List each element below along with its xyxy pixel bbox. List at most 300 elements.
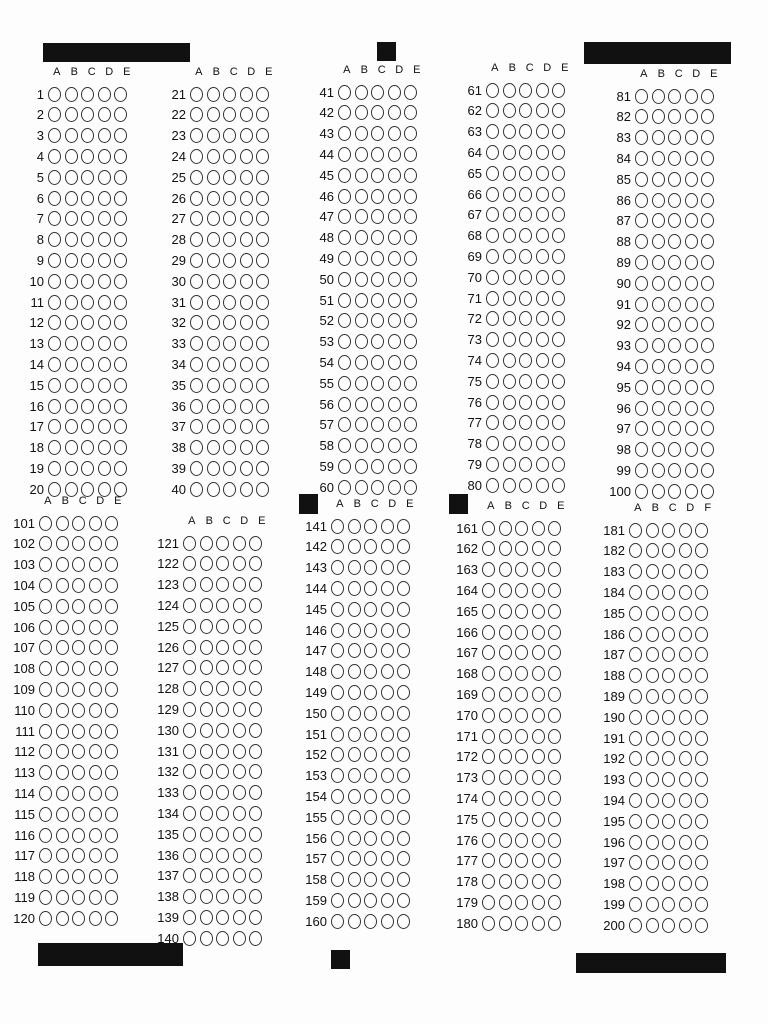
answer-bubble-177-d[interactable] xyxy=(532,853,545,868)
answer-bubble-2-b[interactable] xyxy=(65,107,78,122)
answer-bubble-40-e[interactable] xyxy=(256,482,269,497)
answer-bubble-149-d[interactable] xyxy=(381,685,394,700)
answer-bubble-46-a[interactable] xyxy=(338,189,351,204)
answer-bubble-164-a[interactable] xyxy=(482,583,495,598)
answer-bubble-84-a[interactable] xyxy=(635,151,648,166)
answer-bubble-70-b[interactable] xyxy=(503,270,516,285)
answer-bubble-36-e[interactable] xyxy=(256,399,269,414)
answer-bubble-136-d[interactable] xyxy=(233,848,246,863)
answer-bubble-193-a[interactable] xyxy=(629,772,642,787)
answer-bubble-116-a[interactable] xyxy=(39,828,52,843)
answer-bubble-32-b[interactable] xyxy=(207,315,220,330)
answer-bubble-175-d[interactable] xyxy=(532,812,545,827)
answer-bubble-90-e[interactable] xyxy=(701,276,714,291)
answer-bubble-85-e[interactable] xyxy=(701,172,714,187)
answer-bubble-57-e[interactable] xyxy=(404,417,417,432)
answer-bubble-95-d[interactable] xyxy=(685,380,698,395)
answer-bubble-77-d[interactable] xyxy=(536,415,549,430)
answer-bubble-1-d[interactable] xyxy=(98,87,111,102)
answer-bubble-126-c[interactable] xyxy=(216,640,229,655)
answer-bubble-18-c[interactable] xyxy=(81,440,94,455)
answer-bubble-24-c[interactable] xyxy=(223,149,236,164)
answer-bubble-94-b[interactable] xyxy=(652,359,665,374)
answer-bubble-44-c[interactable] xyxy=(371,147,384,162)
answer-bubble-186-d[interactable] xyxy=(679,627,692,642)
answer-bubble-132-e[interactable] xyxy=(249,764,262,779)
answer-bubble-18-e[interactable] xyxy=(114,440,127,455)
answer-bubble-196-f[interactable] xyxy=(695,835,708,850)
answer-bubble-42-b[interactable] xyxy=(355,105,368,120)
answer-bubble-12-d[interactable] xyxy=(98,315,111,330)
answer-bubble-98-d[interactable] xyxy=(685,442,698,457)
answer-bubble-153-c[interactable] xyxy=(364,768,377,783)
answer-bubble-37-e[interactable] xyxy=(256,419,269,434)
answer-bubble-139-e[interactable] xyxy=(249,910,262,925)
answer-bubble-55-e[interactable] xyxy=(404,376,417,391)
answer-bubble-119-a[interactable] xyxy=(39,890,52,905)
answer-bubble-194-a[interactable] xyxy=(629,793,642,808)
answer-bubble-108-d[interactable] xyxy=(89,661,102,676)
answer-bubble-103-d[interactable] xyxy=(89,557,102,572)
answer-bubble-101-b[interactable] xyxy=(56,516,69,531)
answer-bubble-57-b[interactable] xyxy=(355,417,368,432)
answer-bubble-23-e[interactable] xyxy=(256,128,269,143)
answer-bubble-45-e[interactable] xyxy=(404,168,417,183)
answer-bubble-2-c[interactable] xyxy=(81,107,94,122)
answer-bubble-141-a[interactable] xyxy=(331,519,344,534)
answer-bubble-120-c[interactable] xyxy=(72,911,85,926)
answer-bubble-101-d[interactable] xyxy=(89,516,102,531)
answer-bubble-131-c[interactable] xyxy=(216,744,229,759)
answer-bubble-158-b[interactable] xyxy=(348,872,361,887)
answer-bubble-138-b[interactable] xyxy=(200,889,213,904)
answer-bubble-5-d[interactable] xyxy=(98,170,111,185)
answer-bubble-30-c[interactable] xyxy=(223,274,236,289)
answer-bubble-61-e[interactable] xyxy=(552,83,565,98)
answer-bubble-37-a[interactable] xyxy=(190,419,203,434)
answer-bubble-12-e[interactable] xyxy=(114,315,127,330)
answer-bubble-22-b[interactable] xyxy=(207,107,220,122)
answer-bubble-3-c[interactable] xyxy=(81,128,94,143)
answer-bubble-67-c[interactable] xyxy=(519,207,532,222)
answer-bubble-49-a[interactable] xyxy=(338,251,351,266)
answer-bubble-160-b[interactable] xyxy=(348,914,361,929)
answer-bubble-114-a[interactable] xyxy=(39,786,52,801)
answer-bubble-81-d[interactable] xyxy=(685,89,698,104)
answer-bubble-145-d[interactable] xyxy=(381,602,394,617)
answer-bubble-100-b[interactable] xyxy=(652,484,665,499)
answer-bubble-191-a[interactable] xyxy=(629,731,642,746)
answer-bubble-132-b[interactable] xyxy=(200,764,213,779)
answer-bubble-4-a[interactable] xyxy=(48,149,61,164)
answer-bubble-197-c[interactable] xyxy=(662,855,675,870)
answer-bubble-55-d[interactable] xyxy=(388,376,401,391)
answer-bubble-132-c[interactable] xyxy=(216,764,229,779)
answer-bubble-93-b[interactable] xyxy=(652,338,665,353)
answer-bubble-92-b[interactable] xyxy=(652,317,665,332)
answer-bubble-73-c[interactable] xyxy=(519,332,532,347)
answer-bubble-18-d[interactable] xyxy=(98,440,111,455)
answer-bubble-24-b[interactable] xyxy=(207,149,220,164)
answer-bubble-98-a[interactable] xyxy=(635,442,648,457)
answer-bubble-134-a[interactable] xyxy=(183,806,196,821)
answer-bubble-119-e[interactable] xyxy=(105,890,118,905)
answer-bubble-21-d[interactable] xyxy=(240,87,253,102)
answer-bubble-172-c[interactable] xyxy=(515,749,528,764)
answer-bubble-169-b[interactable] xyxy=(499,687,512,702)
answer-bubble-72-a[interactable] xyxy=(486,311,499,326)
answer-bubble-85-a[interactable] xyxy=(635,172,648,187)
answer-bubble-121-e[interactable] xyxy=(249,536,262,551)
answer-bubble-85-b[interactable] xyxy=(652,172,665,187)
answer-bubble-32-a[interactable] xyxy=(190,315,203,330)
answer-bubble-85-d[interactable] xyxy=(685,172,698,187)
answer-bubble-2-a[interactable] xyxy=(48,107,61,122)
answer-bubble-57-d[interactable] xyxy=(388,417,401,432)
answer-bubble-175-a[interactable] xyxy=(482,812,495,827)
answer-bubble-194-b[interactable] xyxy=(646,793,659,808)
answer-bubble-198-d[interactable] xyxy=(679,876,692,891)
answer-bubble-167-e[interactable] xyxy=(548,645,561,660)
answer-bubble-131-d[interactable] xyxy=(233,744,246,759)
answer-bubble-109-d[interactable] xyxy=(89,682,102,697)
answer-bubble-172-b[interactable] xyxy=(499,749,512,764)
answer-bubble-69-c[interactable] xyxy=(519,249,532,264)
answer-bubble-121-a[interactable] xyxy=(183,536,196,551)
answer-bubble-25-c[interactable] xyxy=(223,170,236,185)
answer-bubble-10-e[interactable] xyxy=(114,274,127,289)
answer-bubble-42-c[interactable] xyxy=(371,105,384,120)
answer-bubble-18-b[interactable] xyxy=(65,440,78,455)
answer-bubble-129-c[interactable] xyxy=(216,702,229,717)
answer-bubble-151-c[interactable] xyxy=(364,727,377,742)
answer-bubble-97-c[interactable] xyxy=(668,421,681,436)
answer-bubble-7-c[interactable] xyxy=(81,211,94,226)
answer-bubble-168-b[interactable] xyxy=(499,666,512,681)
answer-bubble-127-b[interactable] xyxy=(200,660,213,675)
answer-bubble-82-d[interactable] xyxy=(685,109,698,124)
answer-bubble-115-a[interactable] xyxy=(39,807,52,822)
answer-bubble-71-c[interactable] xyxy=(519,291,532,306)
answer-bubble-57-a[interactable] xyxy=(338,417,351,432)
answer-bubble-36-d[interactable] xyxy=(240,399,253,414)
answer-bubble-78-d[interactable] xyxy=(536,436,549,451)
answer-bubble-66-d[interactable] xyxy=(536,187,549,202)
answer-bubble-25-d[interactable] xyxy=(240,170,253,185)
answer-bubble-128-a[interactable] xyxy=(183,681,196,696)
answer-bubble-59-c[interactable] xyxy=(371,459,384,474)
answer-bubble-53-e[interactable] xyxy=(404,334,417,349)
answer-bubble-91-e[interactable] xyxy=(701,297,714,312)
answer-bubble-173-e[interactable] xyxy=(548,770,561,785)
answer-bubble-144-d[interactable] xyxy=(381,581,394,596)
answer-bubble-142-b[interactable] xyxy=(348,539,361,554)
answer-bubble-193-d[interactable] xyxy=(679,772,692,787)
answer-bubble-28-b[interactable] xyxy=(207,232,220,247)
answer-bubble-104-c[interactable] xyxy=(72,578,85,593)
answer-bubble-8-b[interactable] xyxy=(65,232,78,247)
answer-bubble-167-b[interactable] xyxy=(499,645,512,660)
answer-bubble-56-d[interactable] xyxy=(388,397,401,412)
answer-bubble-90-b[interactable] xyxy=(652,276,665,291)
answer-bubble-22-e[interactable] xyxy=(256,107,269,122)
answer-bubble-6-d[interactable] xyxy=(98,191,111,206)
answer-bubble-13-a[interactable] xyxy=(48,336,61,351)
answer-bubble-82-a[interactable] xyxy=(635,109,648,124)
answer-bubble-130-a[interactable] xyxy=(183,723,196,738)
answer-bubble-125-a[interactable] xyxy=(183,619,196,634)
answer-bubble-60-d[interactable] xyxy=(388,480,401,495)
answer-bubble-127-e[interactable] xyxy=(249,660,262,675)
answer-bubble-127-a[interactable] xyxy=(183,660,196,675)
answer-bubble-151-e[interactable] xyxy=(397,727,410,742)
answer-bubble-26-a[interactable] xyxy=(190,191,203,206)
answer-bubble-87-e[interactable] xyxy=(701,213,714,228)
answer-bubble-102-b[interactable] xyxy=(56,536,69,551)
answer-bubble-55-c[interactable] xyxy=(371,376,384,391)
answer-bubble-30-b[interactable] xyxy=(207,274,220,289)
answer-bubble-15-d[interactable] xyxy=(98,378,111,393)
answer-bubble-103-b[interactable] xyxy=(56,557,69,572)
answer-bubble-86-b[interactable] xyxy=(652,193,665,208)
answer-bubble-161-c[interactable] xyxy=(515,521,528,536)
answer-bubble-53-c[interactable] xyxy=(371,334,384,349)
answer-bubble-1-b[interactable] xyxy=(65,87,78,102)
answer-bubble-158-a[interactable] xyxy=(331,872,344,887)
answer-bubble-159-e[interactable] xyxy=(397,893,410,908)
answer-bubble-66-e[interactable] xyxy=(552,187,565,202)
answer-bubble-95-e[interactable] xyxy=(701,380,714,395)
answer-bubble-77-e[interactable] xyxy=(552,415,565,430)
answer-bubble-49-c[interactable] xyxy=(371,251,384,266)
answer-bubble-14-d[interactable] xyxy=(98,357,111,372)
answer-bubble-81-b[interactable] xyxy=(652,89,665,104)
answer-bubble-99-c[interactable] xyxy=(668,463,681,478)
answer-bubble-160-e[interactable] xyxy=(397,914,410,929)
answer-bubble-161-b[interactable] xyxy=(499,521,512,536)
answer-bubble-178-e[interactable] xyxy=(548,874,561,889)
answer-bubble-35-d[interactable] xyxy=(240,378,253,393)
answer-bubble-7-b[interactable] xyxy=(65,211,78,226)
answer-bubble-5-b[interactable] xyxy=(65,170,78,185)
answer-bubble-148-a[interactable] xyxy=(331,664,344,679)
answer-bubble-32-d[interactable] xyxy=(240,315,253,330)
answer-bubble-111-e[interactable] xyxy=(105,724,118,739)
answer-bubble-52-d[interactable] xyxy=(388,313,401,328)
answer-bubble-70-a[interactable] xyxy=(486,270,499,285)
answer-bubble-36-b[interactable] xyxy=(207,399,220,414)
answer-bubble-191-b[interactable] xyxy=(646,731,659,746)
answer-bubble-27-b[interactable] xyxy=(207,211,220,226)
answer-bubble-109-a[interactable] xyxy=(39,682,52,697)
answer-bubble-168-c[interactable] xyxy=(515,666,528,681)
answer-bubble-108-a[interactable] xyxy=(39,661,52,676)
answer-bubble-54-d[interactable] xyxy=(388,355,401,370)
answer-bubble-193-b[interactable] xyxy=(646,772,659,787)
answer-bubble-110-e[interactable] xyxy=(105,703,118,718)
answer-bubble-25-b[interactable] xyxy=(207,170,220,185)
answer-bubble-123-b[interactable] xyxy=(200,577,213,592)
answer-bubble-38-d[interactable] xyxy=(240,440,253,455)
answer-bubble-15-e[interactable] xyxy=(114,378,127,393)
answer-bubble-184-c[interactable] xyxy=(662,585,675,600)
answer-bubble-16-e[interactable] xyxy=(114,399,127,414)
answer-bubble-142-c[interactable] xyxy=(364,539,377,554)
answer-bubble-137-d[interactable] xyxy=(233,868,246,883)
answer-bubble-190-f[interactable] xyxy=(695,710,708,725)
answer-bubble-29-c[interactable] xyxy=(223,253,236,268)
answer-bubble-51-e[interactable] xyxy=(404,293,417,308)
answer-bubble-157-c[interactable] xyxy=(364,851,377,866)
answer-bubble-177-e[interactable] xyxy=(548,853,561,868)
answer-bubble-103-e[interactable] xyxy=(105,557,118,572)
answer-bubble-117-b[interactable] xyxy=(56,848,69,863)
answer-bubble-83-a[interactable] xyxy=(635,130,648,145)
answer-bubble-65-e[interactable] xyxy=(552,166,565,181)
answer-bubble-99-d[interactable] xyxy=(685,463,698,478)
answer-bubble-114-e[interactable] xyxy=(105,786,118,801)
answer-bubble-66-c[interactable] xyxy=(519,187,532,202)
answer-bubble-181-d[interactable] xyxy=(679,523,692,538)
answer-bubble-119-c[interactable] xyxy=(72,890,85,905)
answer-bubble-7-d[interactable] xyxy=(98,211,111,226)
answer-bubble-178-a[interactable] xyxy=(482,874,495,889)
answer-bubble-143-d[interactable] xyxy=(381,560,394,575)
answer-bubble-100-c[interactable] xyxy=(668,484,681,499)
answer-bubble-73-b[interactable] xyxy=(503,332,516,347)
answer-bubble-76-c[interactable] xyxy=(519,395,532,410)
answer-bubble-195-b[interactable] xyxy=(646,814,659,829)
answer-bubble-40-b[interactable] xyxy=(207,482,220,497)
answer-bubble-99-e[interactable] xyxy=(701,463,714,478)
answer-bubble-46-e[interactable] xyxy=(404,189,417,204)
answer-bubble-21-b[interactable] xyxy=(207,87,220,102)
answer-bubble-159-b[interactable] xyxy=(348,893,361,908)
answer-bubble-197-b[interactable] xyxy=(646,855,659,870)
answer-bubble-180-b[interactable] xyxy=(499,916,512,931)
answer-bubble-41-d[interactable] xyxy=(388,85,401,100)
answer-bubble-179-a[interactable] xyxy=(482,895,495,910)
answer-bubble-74-b[interactable] xyxy=(503,353,516,368)
answer-bubble-71-e[interactable] xyxy=(552,291,565,306)
answer-bubble-198-b[interactable] xyxy=(646,876,659,891)
answer-bubble-175-e[interactable] xyxy=(548,812,561,827)
answer-bubble-151-d[interactable] xyxy=(381,727,394,742)
answer-bubble-166-e[interactable] xyxy=(548,625,561,640)
answer-bubble-75-c[interactable] xyxy=(519,374,532,389)
answer-bubble-196-b[interactable] xyxy=(646,835,659,850)
answer-bubble-28-c[interactable] xyxy=(223,232,236,247)
answer-bubble-51-a[interactable] xyxy=(338,293,351,308)
answer-bubble-148-b[interactable] xyxy=(348,664,361,679)
answer-bubble-138-e[interactable] xyxy=(249,889,262,904)
answer-bubble-179-e[interactable] xyxy=(548,895,561,910)
answer-bubble-112-e[interactable] xyxy=(105,744,118,759)
answer-bubble-169-c[interactable] xyxy=(515,687,528,702)
answer-bubble-56-b[interactable] xyxy=(355,397,368,412)
answer-bubble-126-a[interactable] xyxy=(183,640,196,655)
answer-bubble-157-e[interactable] xyxy=(397,851,410,866)
answer-bubble-89-b[interactable] xyxy=(652,255,665,270)
answer-bubble-141-e[interactable] xyxy=(397,519,410,534)
answer-bubble-68-d[interactable] xyxy=(536,228,549,243)
answer-bubble-89-c[interactable] xyxy=(668,255,681,270)
answer-bubble-97-b[interactable] xyxy=(652,421,665,436)
answer-bubble-34-d[interactable] xyxy=(240,357,253,372)
answer-bubble-104-d[interactable] xyxy=(89,578,102,593)
answer-bubble-120-a[interactable] xyxy=(39,911,52,926)
answer-bubble-34-b[interactable] xyxy=(207,357,220,372)
answer-bubble-122-b[interactable] xyxy=(200,556,213,571)
answer-bubble-120-d[interactable] xyxy=(89,911,102,926)
answer-bubble-151-a[interactable] xyxy=(331,727,344,742)
answer-bubble-162-d[interactable] xyxy=(532,541,545,556)
answer-bubble-93-a[interactable] xyxy=(635,338,648,353)
answer-bubble-198-f[interactable] xyxy=(695,876,708,891)
answer-bubble-187-b[interactable] xyxy=(646,647,659,662)
answer-bubble-135-a[interactable] xyxy=(183,827,196,842)
answer-bubble-30-a[interactable] xyxy=(190,274,203,289)
answer-bubble-143-a[interactable] xyxy=(331,560,344,575)
answer-bubble-124-e[interactable] xyxy=(249,598,262,613)
answer-bubble-3-a[interactable] xyxy=(48,128,61,143)
answer-bubble-117-d[interactable] xyxy=(89,848,102,863)
answer-bubble-128-c[interactable] xyxy=(216,681,229,696)
answer-bubble-46-b[interactable] xyxy=(355,189,368,204)
answer-bubble-144-c[interactable] xyxy=(364,581,377,596)
answer-bubble-170-d[interactable] xyxy=(532,708,545,723)
answer-bubble-96-a[interactable] xyxy=(635,401,648,416)
answer-bubble-80-c[interactable] xyxy=(519,478,532,493)
answer-bubble-82-c[interactable] xyxy=(668,109,681,124)
answer-bubble-152-c[interactable] xyxy=(364,747,377,762)
answer-bubble-11-c[interactable] xyxy=(81,295,94,310)
answer-bubble-187-f[interactable] xyxy=(695,647,708,662)
answer-bubble-10-d[interactable] xyxy=(98,274,111,289)
answer-bubble-146-c[interactable] xyxy=(364,623,377,638)
answer-bubble-56-a[interactable] xyxy=(338,397,351,412)
answer-bubble-120-b[interactable] xyxy=(56,911,69,926)
answer-bubble-119-d[interactable] xyxy=(89,890,102,905)
answer-bubble-182-a[interactable] xyxy=(629,543,642,558)
answer-bubble-91-a[interactable] xyxy=(635,297,648,312)
answer-bubble-190-c[interactable] xyxy=(662,710,675,725)
answer-bubble-64-e[interactable] xyxy=(552,145,565,160)
answer-bubble-38-a[interactable] xyxy=(190,440,203,455)
answer-bubble-88-b[interactable] xyxy=(652,234,665,249)
answer-bubble-40-d[interactable] xyxy=(240,482,253,497)
answer-bubble-196-d[interactable] xyxy=(679,835,692,850)
answer-bubble-81-e[interactable] xyxy=(701,89,714,104)
answer-bubble-114-c[interactable] xyxy=(72,786,85,801)
answer-bubble-134-b[interactable] xyxy=(200,806,213,821)
answer-bubble-22-d[interactable] xyxy=(240,107,253,122)
answer-bubble-169-a[interactable] xyxy=(482,687,495,702)
answer-bubble-156-c[interactable] xyxy=(364,831,377,846)
answer-bubble-96-c[interactable] xyxy=(668,401,681,416)
answer-bubble-123-c[interactable] xyxy=(216,577,229,592)
answer-bubble-41-c[interactable] xyxy=(371,85,384,100)
answer-bubble-189-c[interactable] xyxy=(662,689,675,704)
answer-bubble-145-b[interactable] xyxy=(348,602,361,617)
answer-bubble-93-e[interactable] xyxy=(701,338,714,353)
answer-bubble-188-a[interactable] xyxy=(629,668,642,683)
answer-bubble-95-a[interactable] xyxy=(635,380,648,395)
answer-bubble-165-e[interactable] xyxy=(548,604,561,619)
answer-bubble-165-a[interactable] xyxy=(482,604,495,619)
answer-bubble-189-f[interactable] xyxy=(695,689,708,704)
answer-bubble-58-d[interactable] xyxy=(388,438,401,453)
